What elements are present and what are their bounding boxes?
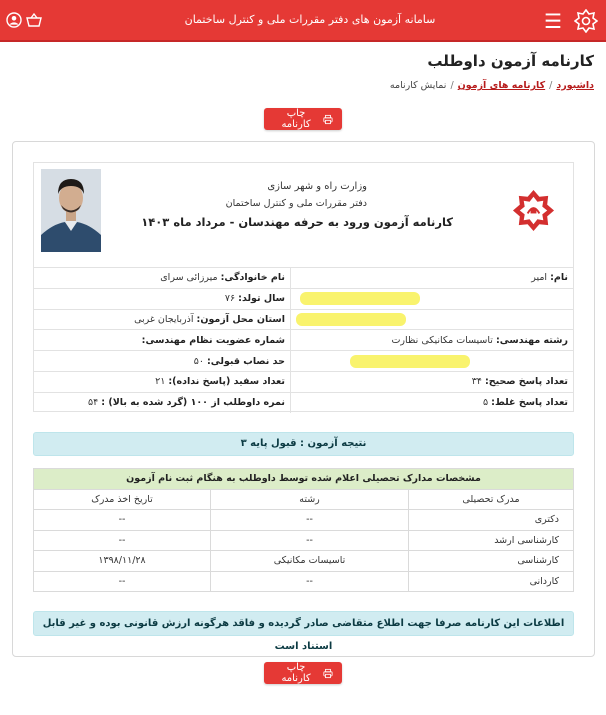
basket-icon[interactable] [26,12,42,28]
field-cell: تاسیسات مکانیکی [211,551,409,572]
info-row [34,268,573,289]
breadcrumb-exam-cards[interactable]: کارنامه های آزمون [457,80,546,91]
top-navbar [0,0,606,42]
redaction-highlight [296,313,406,326]
info-row [34,351,573,372]
birth-year-value: ۷۶ [224,293,236,305]
redaction-highlight [300,292,420,305]
info-row [34,309,573,330]
discipline-label: رشته مهندسی: [495,334,568,346]
redaction-highlight [350,355,470,368]
wrong-value: ۵ [483,397,489,409]
column-header-degree: مدرک تحصیلی [409,489,574,510]
info-row [34,330,573,351]
exam-result-alert: نتیجه آزمون : قبول پایه ۳ [33,432,574,456]
first-name-label: نام: [550,272,568,284]
print-button-label: چاپ کارنامه [281,662,311,684]
birth-year-label: سال تولد: [238,293,285,305]
blank-label: تعداد سفید (پاسخ نداده): [168,376,285,388]
date-cell: -- [34,530,211,551]
exam-province-value: آذربایجان غربی [134,313,194,325]
candidate-info-table [34,267,573,413]
info-row [34,288,573,309]
degrees-caption: مشخصات مدارک تحصیلی اعلام شده توسط داوطلب به هنگام ثبت نام آزمون [34,469,574,490]
page-title: کارنامه آزمون داوطلب [427,52,594,70]
column-header-field: رشته [211,489,409,510]
info-row [34,392,573,413]
exam-sheet [33,162,574,412]
exam-title: کارنامه آزمون ورود به حرفه مهندسان - مرداد ماه ۱۴۰۳ [141,215,453,229]
breadcrumb-current: نمایش کارنامه [389,80,447,91]
breadcrumb-dashboard[interactable]: داشبورد [556,80,594,91]
legal-notice-alert: اطلاعات این کارنامه صرفا جهت اطلاع متقاضی صادر گردیده و فاقد هرگونه ارزش قانونی بوده و غیر قابل استناد است [33,611,574,636]
degree-cell: دکتری [409,510,574,531]
printer-icon [323,114,333,125]
last-name-value: میرزائی سرای [160,272,218,284]
logo-icon[interactable] [574,9,598,33]
table-row [34,510,574,531]
column-header-date: تاریخ اخذ مدرک [34,489,211,510]
discipline-value: تاسیسات مکانیکی نظارت [391,334,493,346]
membership-label: شماره عضویت نظام مهندسی: [141,334,285,346]
degree-cell: کارشناسی ارشد [409,530,574,551]
emblem-icon [511,188,556,233]
ministry-name: وزارت راه و شهر سازی [267,181,367,192]
breadcrumb: داشبورد/کارنامه های آزمون/نمایش کارنامه [389,80,594,91]
score-value: ۵۴ [88,397,99,409]
exam-province-label: استان محل آزمون: [196,313,285,325]
menu-icon[interactable]: ☰ [544,9,562,33]
degree-cell: کاردانی [409,571,574,592]
field-cell: -- [211,530,409,551]
date-cell: ۱۳۹۸/۱۱/۲۸ [34,551,211,572]
degrees-table [33,468,574,592]
print-button-top[interactable] [264,108,342,130]
office-name: دفتر مقررات ملی و کنترل ساختمان [225,198,367,209]
date-cell: -- [34,510,211,531]
degree-cell: کارشناسی [409,551,574,572]
candidate-photo [41,169,101,252]
printer-icon [323,668,333,679]
score-label: نمره داوطلب از ۱۰۰ (گرد شده به بالا) : [101,397,285,409]
first-name-value: امیر [531,272,548,284]
print-button-label: چاپ کارنامه [281,108,311,130]
correct-value: ۳۴ [471,376,482,388]
correct-label: تعداد پاسخ صحیح: [484,376,568,388]
table-row [34,551,574,572]
blank-value: ۲۱ [155,376,166,388]
pass-threshold-label: حد نصاب قبولی: [206,355,285,367]
wrong-label: تعداد پاسخ غلط: [491,397,568,409]
info-row [34,371,573,392]
table-row [34,530,574,551]
last-name-label: نام خانوادگی: [220,272,285,284]
print-button-bottom[interactable] [264,662,342,684]
app-title: سامانه آزمون های دفتر مقررات ملی و کنترل ساختمان [184,13,436,26]
candidate-portrait-image [41,169,101,252]
date-cell: -- [34,571,211,592]
user-icon[interactable] [6,12,22,28]
field-cell: -- [211,571,409,592]
table-row [34,571,574,592]
pass-threshold-value: ۵۰ [193,355,204,367]
field-cell: -- [211,510,409,531]
